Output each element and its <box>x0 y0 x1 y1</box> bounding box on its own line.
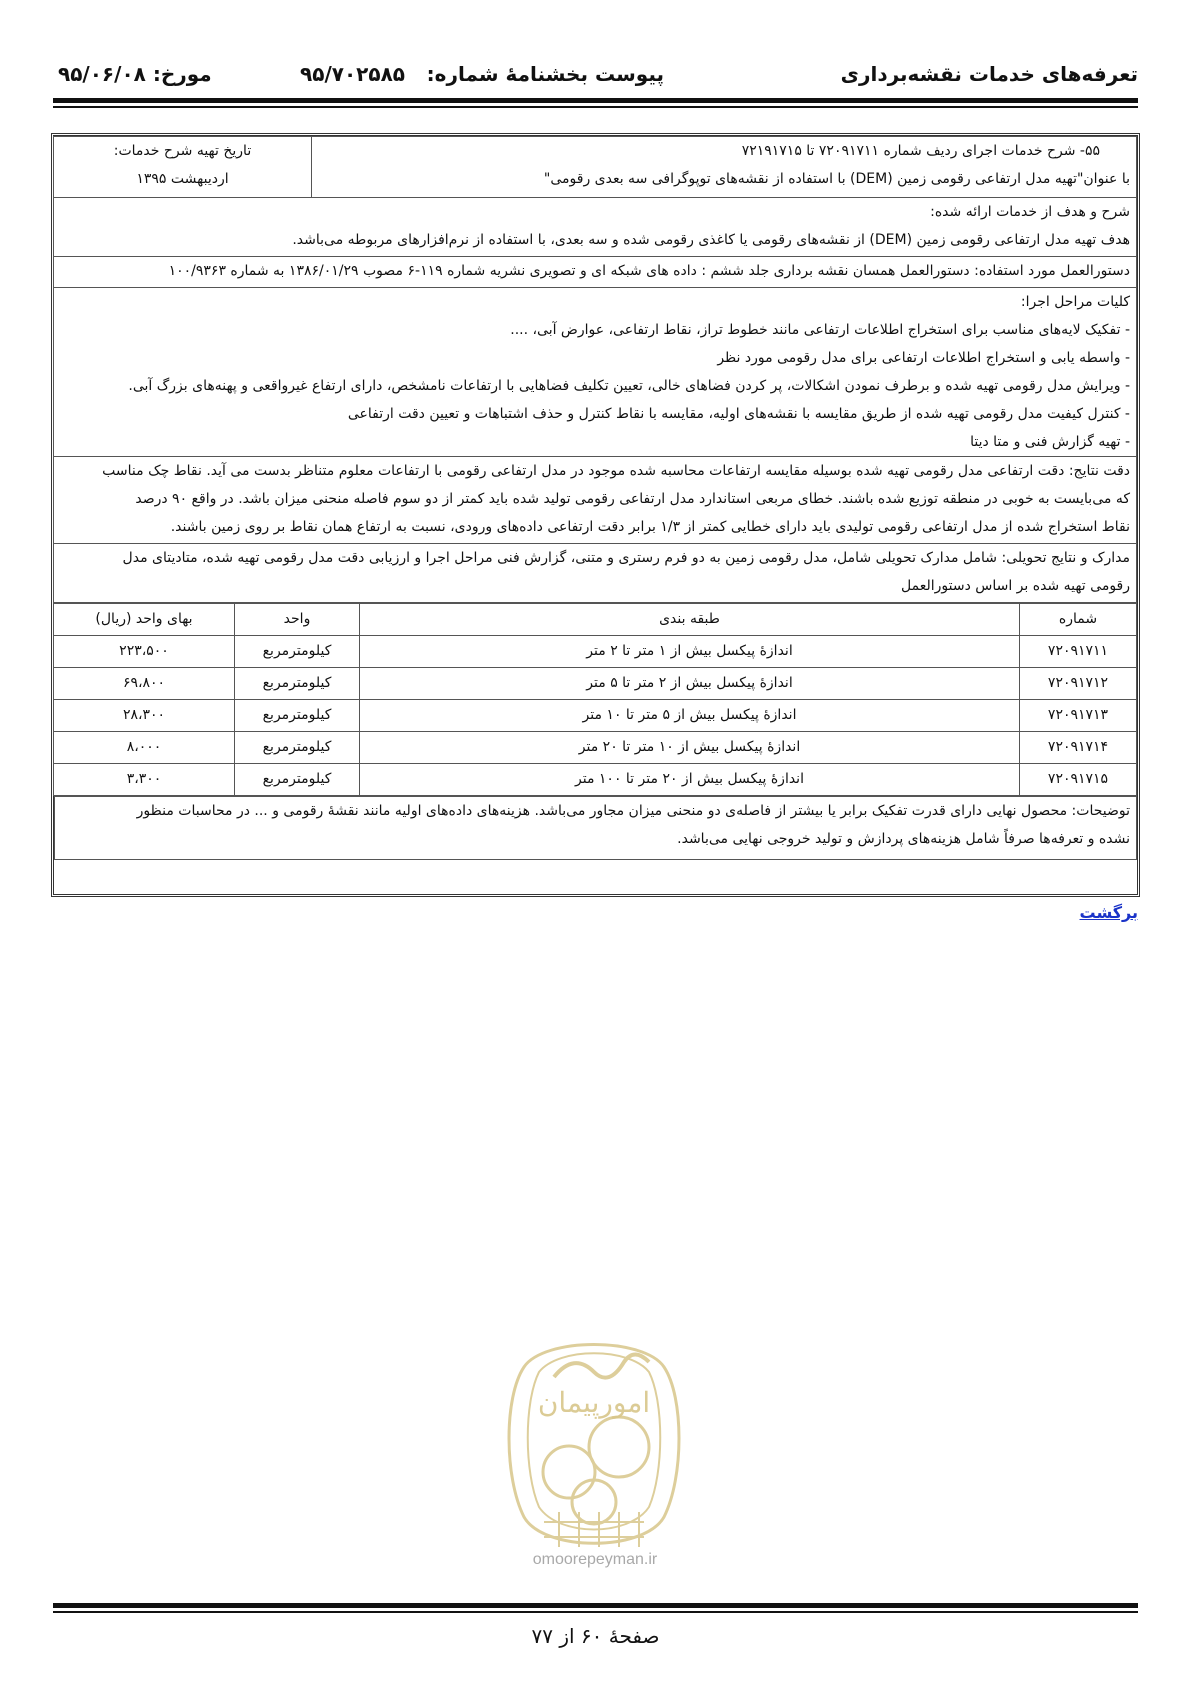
row-unit: کیلومترمربع <box>235 732 360 764</box>
step-item: - تهیه گزارش فنی و متا دیتا <box>970 434 1130 450</box>
row-number: ۷۲۰۹۱۷۱۴ <box>1020 732 1137 764</box>
row-number: ۷۲۰۹۱۷۱۱ <box>1020 636 1137 668</box>
service-line-2: با عنوان"تهیه مدل ارتفاعی رقومی زمین (DEM) با استفاده از نقشه‌های توپوگرافی سه بعدی رقومی" <box>543 171 1130 187</box>
table-row <box>54 636 1137 668</box>
row-unit: کیلومترمربع <box>235 700 360 732</box>
tariff-header-row <box>54 604 1137 636</box>
page-header <box>53 56 1138 96</box>
purpose-text: هدف تهیه مدل ارتفاعی رقومی زمین (DEM) از نقشه‌های رقومی یا کاغذی رقومی شده و سه بعدی، با استفاده از نرم‌افزارهای مربوطه می‌باشد. <box>292 232 1130 248</box>
row-price: ۲۲۳،۵۰۰ <box>54 636 235 668</box>
notes-line: نشده و تعرفه‌ها صرفاً شامل هزینه‌های پردازش و تولید خروجی نهایی می‌باشد. <box>677 831 1130 847</box>
circular-date: مورخ: ۹۵/۰۶/۰۸ <box>58 62 212 86</box>
back-link[interactable]: برگشت <box>1079 903 1138 922</box>
attachment-label: پیوست بخشنامۀ شماره: <box>426 62 664 86</box>
watermark-logo-text: امورپیمان <box>537 1386 651 1419</box>
page-number: صفحۀ ۶۰ از ۷۷ <box>531 1624 660 1648</box>
steps-cell <box>54 288 1137 457</box>
tariff-table <box>53 603 1137 796</box>
col-header-number: شماره <box>1020 604 1137 636</box>
row-class: اندازۀ پیکسل بیش از ۱ متر تا ۲ متر <box>360 636 1020 668</box>
step-item: - تفکیک لایه‌های مناسب برای استخراج اطلاعات ارتفاعی مانند خطوط تراز، نقاط ارتفاعی، عوارض آبی، .... <box>510 322 1130 338</box>
row-number: ۷۲۰۹۱۷۱۲ <box>1020 668 1137 700</box>
instruction-cell <box>54 257 1137 288</box>
purpose-cell <box>54 198 1137 257</box>
watermark-seal <box>484 1307 704 1577</box>
row-class: اندازۀ پیکسل بیش از ۲۰ متر تا ۱۰۰ متر <box>360 764 1020 796</box>
row-class: اندازۀ پیکسل بیش از ۲ متر تا ۵ متر <box>360 668 1020 700</box>
header-rule-thick <box>53 98 1138 103</box>
service-line-1: ۵۵- شرح خدمات اجرای ردیف شماره ۷۲۰۹۱۷۱۱ تا ۷۲۱۹۱۷۱۵ <box>741 143 1100 159</box>
row-price: ۸،۰۰۰ <box>54 732 235 764</box>
notes-table <box>54 796 1137 860</box>
row-unit: کیلومترمربع <box>235 636 360 668</box>
row-class: اندازۀ پیکسل بیش از ۱۰ متر تا ۲۰ متر <box>360 732 1020 764</box>
col-header-class: طبقه بندی <box>360 604 1020 636</box>
deliverables-cell <box>54 544 1137 603</box>
deliverables-line: رقومی تهیه شده بر اساس دستورالعمل <box>901 578 1130 594</box>
service-description-frame <box>51 133 1140 897</box>
deliverables-line: مدارک و نتایج تحویلی: شامل مدارک تحویلی شامل، مدل رقومی زمین به دو فرم رستری و متنی، گزارش فنی مراحل اجرا و ارزیابی دقت مدل رقومی تهیه شده، متادیتای مدل <box>122 550 1130 566</box>
row-number: ۷۲۰۹۱۷۱۳ <box>1020 700 1137 732</box>
instruction-text: دستورالعمل مورد استفاده: دستورالعمل همسان نقشه برداری جلد ششم : داده های شبکه ای و تصویری نشریه شماره ۱۱۹-۶ مصوب ۱۳۸۶/۰۱/۲۹ به شماره ۱۰۰/۹۳۶۳ <box>168 263 1130 279</box>
footer-rule-thin <box>53 1611 1138 1613</box>
step-item: - کنترل کیفیت مدل رقومی تهیه شده از طریق مقایسه با نقشه‌های اولیه، مقایسه با نقاط کنترل و حذف اشتباهات و تعیین دقت ارتفاعی <box>347 406 1130 422</box>
table-row <box>54 764 1137 796</box>
row-price: ۲۸،۳۰۰ <box>54 700 235 732</box>
service-title-cell <box>312 137 1137 198</box>
table-row <box>54 668 1137 700</box>
header-rule-thin <box>53 106 1138 108</box>
table-row <box>54 700 1137 732</box>
row-number: ۷۲۰۹۱۷۱۵ <box>1020 764 1137 796</box>
col-header-unit: واحد <box>235 604 360 636</box>
notes-line: توضیحات: محصول نهایی دارای قدرت تفکیک برابر یا بیشتر از فاصله‌ی دو منحنی میزان مجاور می‌باشد. هزینه‌های داده‌های اولیه مانند نقشۀ رقومی و ... در محاسبات منظور <box>136 803 1130 819</box>
watermark-caption: omoorepeyman.ir <box>532 1551 658 1568</box>
circular-number: ۹۵/۷۰۲۵۸۵ <box>300 62 405 86</box>
notes-cell <box>55 797 1137 860</box>
service-date-value: اردیبهشت ۱۳۹۵ <box>136 171 229 187</box>
steps-title: کلیات مراحل اجرا: <box>1020 294 1130 310</box>
accuracy-cell <box>54 457 1137 544</box>
accuracy-line: دقت نتایج: دقت ارتفاعی مدل رقومی تهیه شده بوسیله مقایسه ارتفاعات محاسبه شده موجود در مدل ارتفاعی رقومی با ارتفاعات معلوم متناظر بدست می آید. نقاط چک مناسب <box>102 463 1130 479</box>
service-info-table <box>53 136 1137 603</box>
service-date-cell <box>54 137 312 198</box>
row-class: اندازۀ پیکسل بیش از ۵ متر تا ۱۰ متر <box>360 700 1020 732</box>
purpose-title: شرح و هدف از خدمات ارائه شده: <box>930 204 1130 220</box>
row-unit: کیلومترمربع <box>235 668 360 700</box>
service-date-label: تاریخ تهیه شرح خدمات: <box>113 143 252 159</box>
accuracy-line: نقاط استخراج شده از مدل ارتفاعی رقومی تولیدی باید دارای خطایی کمتر از ۱/۳ برابر دقت ارتفاعی داده‌های ورودی، نسبت به ارتفاع همان نقاط بر روی زمین باشند. <box>170 519 1130 535</box>
table-row <box>54 732 1137 764</box>
row-unit: کیلومترمربع <box>235 764 360 796</box>
row-price: ۳،۳۰۰ <box>54 764 235 796</box>
step-item: - ویرایش مدل رقومی تهیه شده و برطرف نمودن اشکالات، پر کردن فضاهای خالی، تعیین تکلیف فضاهایی با ارتفاعات نامشخص، دارای ارتفاع غیرواقعی و پهنه‌های بزرگ آبی. <box>128 378 1130 394</box>
document-title: تعرفه‌های خدمات نقشه‌برداری <box>840 62 1138 86</box>
footer-rule-thick <box>53 1603 1138 1608</box>
step-item: - واسطه یابی و استخراج اطلاعات ارتفاعی برای مدل رقومی مورد نظر <box>717 350 1130 366</box>
accuracy-line: که می‌بایست به خوبی در منطقه توزیع شده باشند. خطای مربعی استاندارد مدل ارتفاعی رقومی تولید شده باید کمتر از دو سوم فاصله منحنی میزان باشد. در واقع ۹۰ درصد <box>135 491 1130 507</box>
col-header-price: بهای واحد (ریال) <box>54 604 235 636</box>
row-price: ۶۹،۸۰۰ <box>54 668 235 700</box>
